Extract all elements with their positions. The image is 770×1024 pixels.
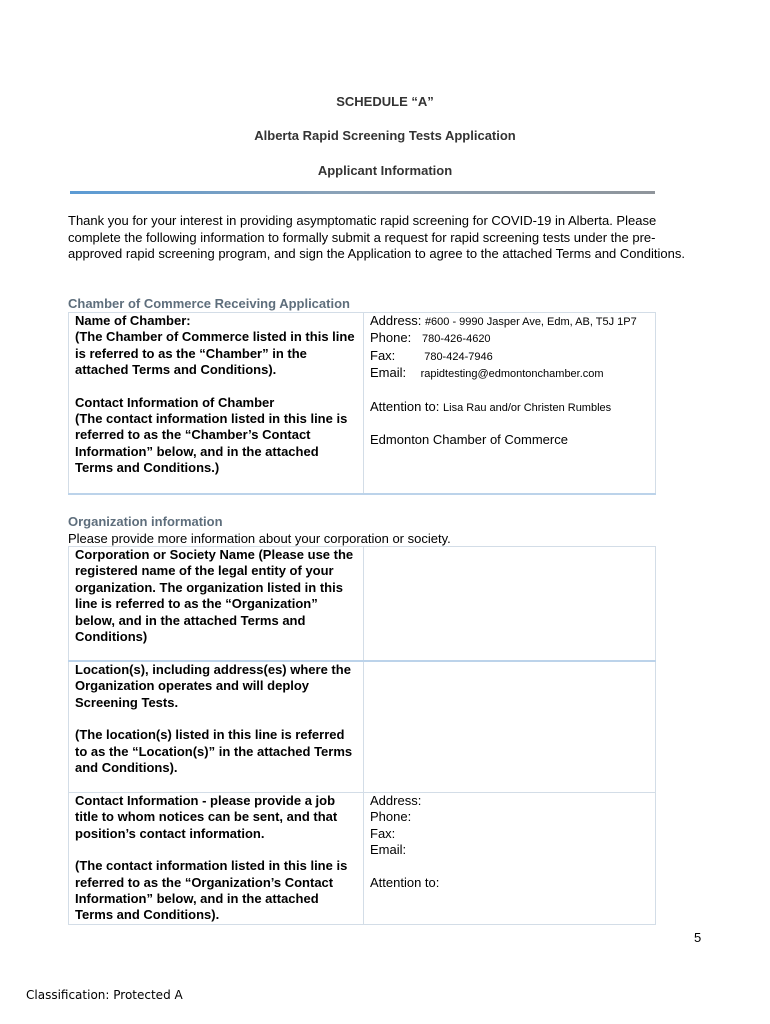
chamber-attention-value: Lisa Rau and/or Christen Rumbles [443,401,612,414]
classification-label: Classification: Protected A [26,988,183,1002]
page-number: 5 [694,930,702,945]
corp-name-input-cell[interactable] [364,547,656,662]
form-subtitle: Applicant Information [317,163,453,178]
chamber-contact-label: Contact Information of Chamber [75,394,275,410]
chamber-fax-value: 780-424-7946 [424,350,493,363]
chamber-name-label: Name of Chamber: [75,313,191,328]
org-section-subheading: Please provide more information about your corporation or society. [68,531,451,546]
org-fax-label: Fax: [370,825,396,841]
chamber-address-value: #600 - 9990 Jasper Ave, Edm, AB, T5J 1P7 [424,316,637,328]
chamber-contact-note: (The contact information listed in this line is referred to as the “Chamber’s Contact Information” below, and in the attached Terms and Conditions.) [75,411,348,476]
location-note: (The location(s) listed in this line is referred to as the “Location(s)” in the attached Terms and Conditions). [75,727,353,776]
form-title: Alberta Rapid Screening Tests Application [254,128,516,143]
org-address-label: Address: [370,793,422,808]
org-email-label: Email: [370,842,407,858]
chamber-address-label: Address: [370,313,422,328]
chamber-info-cell[interactable] [364,313,656,495]
location-label-cell [69,661,364,793]
chamber-name-note: (The Chamber of Commerce listed in this line is referred to as the “Chamber” in the attached Terms and Conditions). [75,329,355,378]
chamber-phone-value: 780-426-4620 [422,333,491,346]
location-label: Location(s), including address(es) where the Organization operates and will deploy Screening Tests. [75,662,351,710]
org-contact-note: (The contact information listed in this line is referred to as the “Organization’s Contact Information” below, and in the attached Terms and Conditions). [75,858,348,923]
chamber-section-heading: Chamber of Commerce Receiving Application [68,296,350,311]
chamber-name-value: Edmonton Chamber of Commerce [370,432,568,448]
corp-name-label: Corporation or Society Name (Please use the registered name of the legal entity of your organization. The organization listed in this line is referred to as the “Organization” below, and in the attached Terms and Conditions) [75,547,354,645]
chamber-email-value: rapidtesting@edmontonchamber.com [420,368,604,381]
chamber-email-label: Email: [370,365,407,381]
org-section-heading: Organization information [68,514,223,529]
header-divider [70,191,655,194]
org-contact-label-cell [69,793,364,925]
org-phone-label: Phone: [370,809,412,825]
corp-name-label-cell [69,547,364,662]
chamber-fax-label: Fax: [370,347,396,363]
org-attention-label: Attention to: [370,874,440,890]
organization-table [68,546,656,925]
location-input-cell[interactable] [364,661,656,793]
chamber-label-cell [69,313,364,495]
schedule-label: SCHEDULE “A” [336,94,434,109]
org-contact-input-cell[interactable] [364,793,656,925]
intro-paragraph: Thank you for your interest in providing asymptomatic rapid screening for COVID-19 in Alberta. Please complete the following information to formally submit a request for rapid screening tests under the pre-approved rapid screening program, and sign the Application to agree to the attached Terms and Conditions. [68,213,685,261]
chamber-attention-label: Attention to: [370,398,440,414]
chamber-phone-label: Phone: [370,330,412,346]
org-contact-label: Contact Information - please provide a job title to whom notices can be sent, and that position’s contact information. [75,793,338,841]
chamber-table [68,312,656,495]
